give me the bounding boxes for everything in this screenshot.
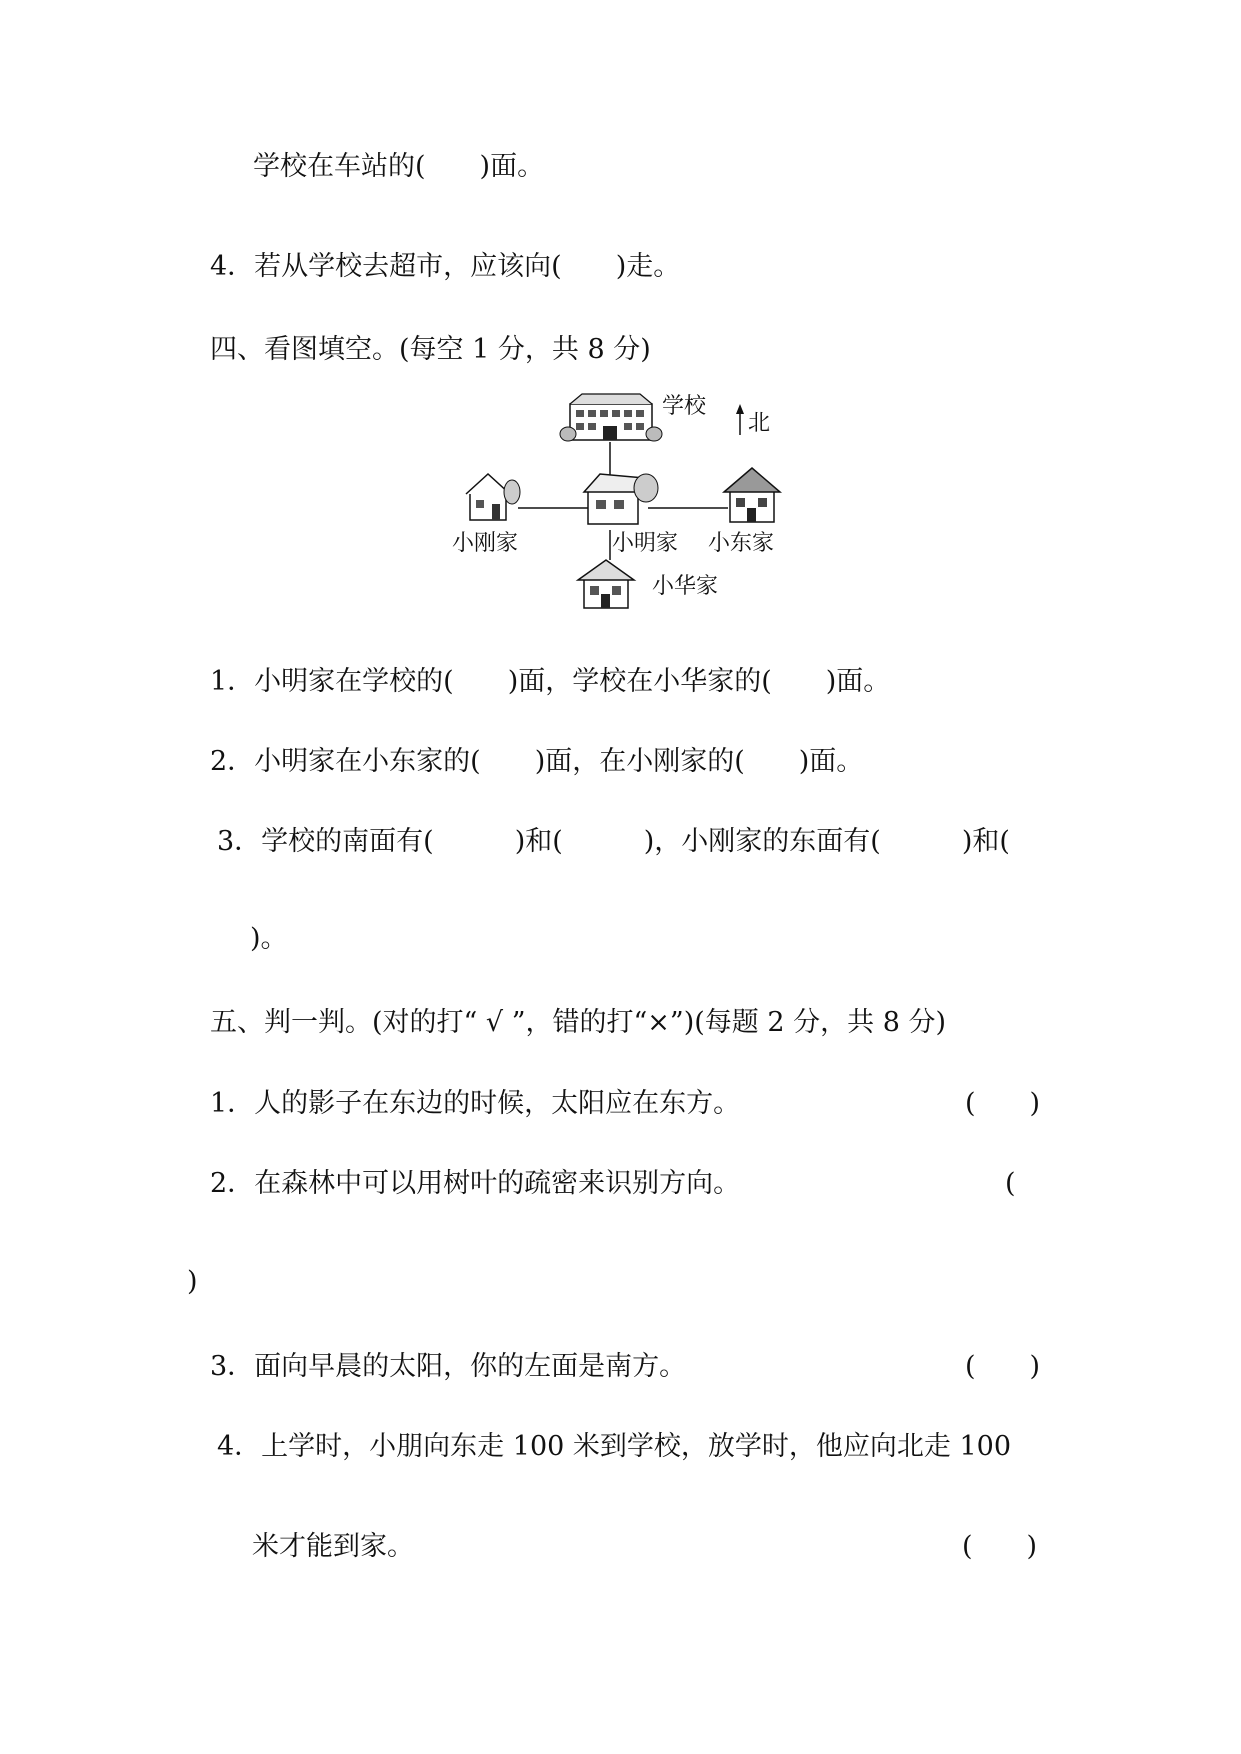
- map-label-xiaoming: 小明家: [612, 531, 679, 556]
- map-label-school: 学校: [662, 394, 707, 419]
- map-label-xiaohua: 小华家: [652, 574, 719, 599]
- map-label-xiaogang: 小刚家: [452, 531, 519, 556]
- question-4-3-continued: )。: [250, 923, 288, 954]
- judge-answer-paren-1[interactable]: ( ): [965, 1088, 1041, 1119]
- judge-question-1: 1．人的影子在东边的时候，太阳应在东方。: [210, 1088, 741, 1119]
- north-arrow-icon: [736, 404, 744, 435]
- text-line-school-station: 学校在车站的( )面。: [253, 151, 545, 182]
- question-4-1: 1．小明家在学校的( )面，学校在小华家的( )面。: [210, 666, 891, 697]
- question-4-3: 3．学校的南面有( )和( )，小刚家的东面有( )和(: [217, 826, 1010, 857]
- xiaogang-house-icon: [466, 474, 520, 520]
- direction-map-figure: [450, 390, 830, 625]
- judge-answer-paren-2-close: ): [187, 1266, 198, 1297]
- map-label-xiaodong: 小东家: [708, 531, 775, 556]
- judge-answer-paren-3[interactable]: ( ): [965, 1351, 1041, 1382]
- question-supermarket: 4．若从学校去超市，应该向( )走。: [210, 251, 681, 282]
- xiaoming-house-icon: [584, 474, 658, 524]
- school-building-icon: [560, 394, 662, 441]
- judge-answer-paren-4[interactable]: ( ): [962, 1531, 1038, 1562]
- map-label-north: 北: [748, 411, 771, 436]
- judge-question-2: 2．在森林中可以用树叶的疏密来识别方向。: [210, 1168, 741, 1199]
- xiaodong-house-icon: [724, 468, 780, 522]
- section-four-heading: 四、看图填空。(每空 1 分，共 8 分): [210, 334, 651, 365]
- section-five-heading: 五、判一判。(对的打“ √ ”，错的打“×”)(每题 2 分，共 8 分): [210, 1007, 947, 1038]
- judge-answer-paren-2-open[interactable]: (: [1005, 1168, 1016, 1199]
- judge-question-4: 4．上学时，小朋向东走 100 米到学校，放学时，他应向北走 100: [217, 1431, 1011, 1462]
- judge-question-4-continued: 米才能到家。: [252, 1531, 414, 1562]
- question-4-2: 2．小明家在小东家的( )面，在小刚家的( )面。: [210, 746, 864, 777]
- xiaohua-house-icon: [578, 560, 634, 608]
- judge-question-3: 3．面向早晨的太阳，你的左面是南方。: [210, 1351, 687, 1382]
